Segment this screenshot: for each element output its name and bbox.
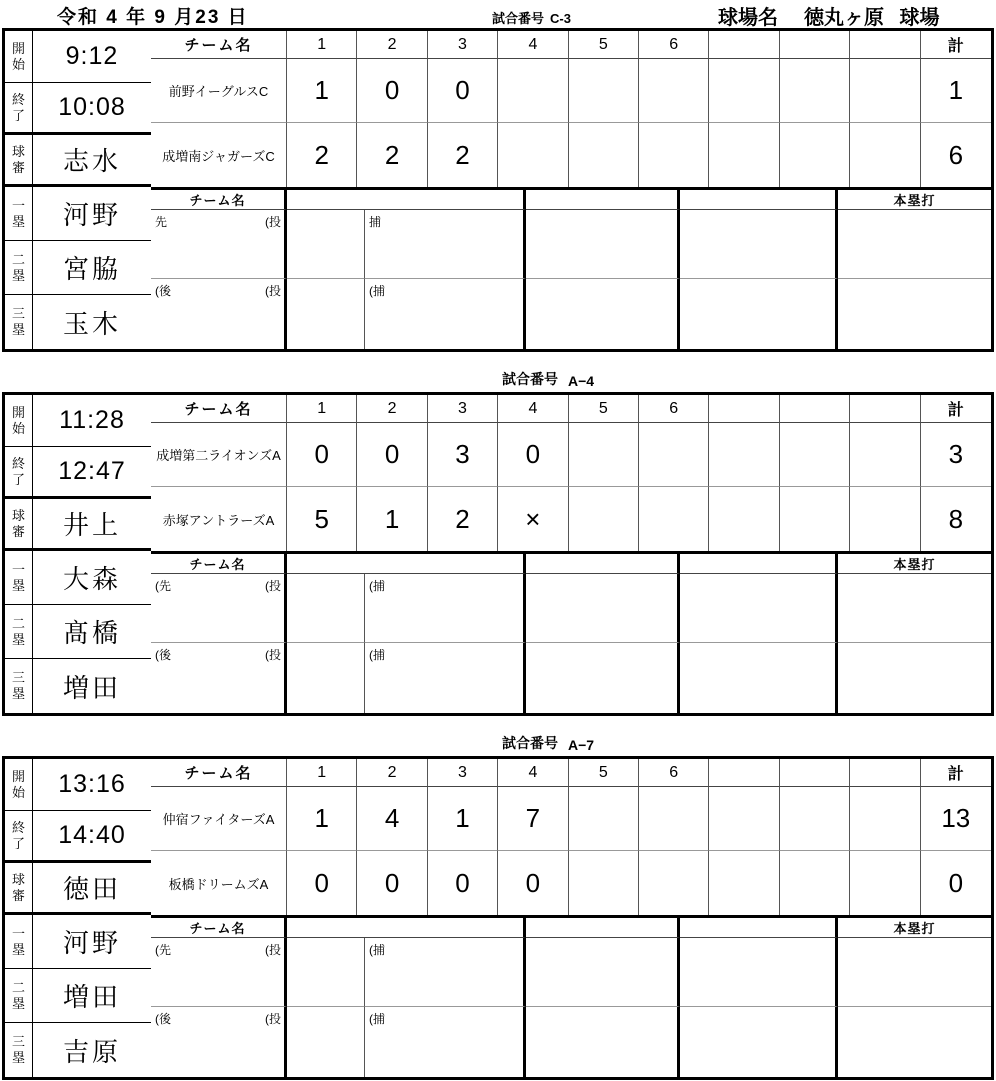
catcher-cell bbox=[365, 210, 526, 279]
score-section bbox=[151, 31, 991, 349]
start-time: 13:16 bbox=[58, 770, 126, 798]
start-label: 開始 bbox=[5, 31, 33, 82]
relief-pitcher-cell bbox=[151, 1007, 287, 1077]
catcher-label: 捕 bbox=[369, 215, 382, 229]
inning-score bbox=[850, 487, 920, 551]
inning-header: 6 bbox=[639, 31, 709, 59]
home-run-cell bbox=[838, 279, 991, 349]
inning-score bbox=[639, 787, 709, 851]
home-run-cell bbox=[838, 1007, 991, 1077]
inning-score: 3 bbox=[428, 423, 498, 487]
inning-score bbox=[780, 787, 850, 851]
relief-label: (後 bbox=[155, 284, 171, 298]
plate-umpire-row bbox=[5, 135, 151, 187]
score-grid bbox=[151, 395, 991, 551]
empty-header-cell bbox=[680, 554, 838, 574]
start-label: 開始 bbox=[5, 759, 33, 810]
game-number: A−7 bbox=[568, 737, 595, 753]
first-base-label: 一塁 bbox=[5, 187, 33, 240]
plate-umpire-name: 井上 bbox=[62, 510, 121, 540]
end-time: 14:40 bbox=[58, 821, 126, 849]
pitcher-pos-label: (投 bbox=[265, 579, 281, 593]
inning-score bbox=[709, 851, 779, 915]
battery-homerun-grid bbox=[151, 187, 991, 349]
catcher-label: (捕 bbox=[369, 943, 385, 957]
third-base-label: 三塁 bbox=[5, 295, 33, 349]
inning-score bbox=[709, 787, 779, 851]
empty-cell bbox=[526, 210, 680, 279]
pitcher-pos-label: (投 bbox=[265, 648, 281, 662]
inning-score: 0 bbox=[357, 59, 427, 123]
inning-score bbox=[639, 487, 709, 551]
first-base-umpire: 河野 bbox=[62, 200, 121, 230]
game-number-label: 試合番号 bbox=[492, 11, 545, 26]
third-base-umpire: 玉木 bbox=[62, 308, 121, 339]
inning-score: 0 bbox=[357, 851, 427, 915]
inning-score: 0 bbox=[357, 423, 427, 487]
catcher-label: (捕 bbox=[369, 284, 385, 298]
end-label: 終了 bbox=[5, 811, 33, 860]
team-name: 成増第二ライオンズA bbox=[151, 423, 287, 487]
inning-score bbox=[569, 423, 639, 487]
inning-header bbox=[709, 759, 779, 787]
inning-score bbox=[498, 123, 568, 187]
team-name-header: チーム名 bbox=[151, 190, 287, 210]
team-name-header: チーム名 bbox=[151, 554, 287, 574]
catcher-cell bbox=[365, 938, 526, 1007]
empty-header-cell bbox=[287, 190, 526, 210]
empty-cell bbox=[287, 643, 365, 713]
stadium-name: 徳丸ヶ原 球場 bbox=[804, 7, 940, 29]
third-base-umpire: 吉原 bbox=[62, 1036, 121, 1067]
team-name-header: チーム名 bbox=[151, 759, 287, 787]
end-row bbox=[5, 83, 151, 135]
game-table-2 bbox=[2, 392, 994, 716]
inning-header bbox=[850, 395, 920, 423]
score-section bbox=[151, 759, 991, 1077]
inning-header bbox=[709, 31, 779, 59]
inning-score bbox=[569, 123, 639, 187]
first-base-label: 一塁 bbox=[5, 551, 33, 604]
team-name: 成増南ジャガーズC bbox=[151, 123, 287, 187]
inning-score bbox=[639, 423, 709, 487]
inning-header: 1 bbox=[287, 759, 357, 787]
plate-umpire-label: 球審 bbox=[5, 499, 33, 548]
inning-header: 3 bbox=[428, 759, 498, 787]
relief-pitcher-cell bbox=[151, 643, 287, 713]
game3-number-caption bbox=[2, 716, 994, 756]
inning-score bbox=[569, 487, 639, 551]
empty-cell bbox=[526, 643, 680, 713]
inning-score: 5 bbox=[287, 487, 357, 551]
starter-pitcher-cell bbox=[151, 210, 287, 279]
game-table-3 bbox=[2, 756, 994, 1080]
starter-pitcher-cell bbox=[151, 938, 287, 1007]
first-base-umpire: 大森 bbox=[62, 564, 121, 594]
catcher-label: (捕 bbox=[369, 579, 385, 593]
officials-section bbox=[5, 395, 151, 713]
home-run-header: 本塁打 bbox=[838, 190, 991, 210]
total-score: 8 bbox=[948, 503, 964, 534]
start-time: 9:12 bbox=[65, 42, 119, 70]
second-base-label: 二塁 bbox=[5, 969, 33, 1022]
end-row bbox=[5, 811, 151, 863]
inning-score: 2 bbox=[428, 487, 498, 551]
empty-cell bbox=[287, 574, 365, 643]
total-header: 計 bbox=[921, 395, 991, 423]
empty-header-cell bbox=[526, 190, 680, 210]
home-run-cell bbox=[838, 643, 991, 713]
total-score: 13 bbox=[921, 787, 991, 851]
catcher-cell bbox=[365, 643, 526, 713]
second-base-row bbox=[5, 969, 151, 1023]
inning-score: 1 bbox=[287, 59, 357, 123]
team-name-header: チーム名 bbox=[151, 395, 287, 423]
empty-cell bbox=[680, 279, 838, 349]
inning-score bbox=[569, 59, 639, 123]
inning-score bbox=[850, 123, 920, 187]
inning-header bbox=[709, 395, 779, 423]
total-score: 0 bbox=[948, 867, 964, 898]
total-score: 6 bbox=[948, 139, 964, 170]
empty-cell bbox=[526, 1007, 680, 1077]
inning-header: 1 bbox=[287, 395, 357, 423]
game2-number-caption bbox=[2, 352, 994, 392]
inning-score bbox=[709, 123, 779, 187]
officials-section bbox=[5, 759, 151, 1077]
first-base-row bbox=[5, 187, 151, 241]
inning-score: 0 bbox=[428, 851, 498, 915]
second-base-label: 二塁 bbox=[5, 605, 33, 658]
third-base-label: 三塁 bbox=[5, 659, 33, 713]
inning-score: 7 bbox=[498, 787, 568, 851]
inning-score: 0 bbox=[498, 423, 568, 487]
inning-header: 5 bbox=[569, 395, 639, 423]
inning-score bbox=[639, 851, 709, 915]
end-label: 終了 bbox=[5, 447, 33, 496]
starter-label: 先 bbox=[155, 215, 168, 229]
stadium-header bbox=[718, 1, 940, 30]
pitcher-pos-label: (投 bbox=[265, 215, 281, 229]
home-run-header: 本塁打 bbox=[838, 918, 991, 938]
catcher-cell bbox=[365, 279, 526, 349]
inning-header: 3 bbox=[428, 31, 498, 59]
third-base-row bbox=[5, 295, 151, 349]
empty-header-cell bbox=[526, 554, 680, 574]
score-section bbox=[151, 395, 991, 713]
inning-header bbox=[780, 395, 850, 423]
team-name: 板橋ドリームズA bbox=[151, 851, 287, 915]
inning-header: 4 bbox=[498, 395, 568, 423]
inning-score: 1 bbox=[287, 787, 357, 851]
second-base-row bbox=[5, 241, 151, 295]
inning-score bbox=[498, 59, 568, 123]
home-run-cell bbox=[838, 210, 991, 279]
second-base-umpire: 髙橋 bbox=[62, 618, 121, 648]
inning-score: × bbox=[498, 487, 568, 551]
starter-pitcher-cell bbox=[151, 574, 287, 643]
second-base-row bbox=[5, 605, 151, 659]
first-base-row bbox=[5, 915, 151, 969]
team-name-header: チーム名 bbox=[151, 31, 287, 59]
inning-header: 1 bbox=[287, 31, 357, 59]
plate-umpire-name: 志水 bbox=[62, 146, 121, 176]
inning-score bbox=[850, 851, 920, 915]
plate-umpire-row bbox=[5, 499, 151, 551]
inning-header bbox=[850, 31, 920, 59]
plate-umpire-row bbox=[5, 863, 151, 915]
inning-score bbox=[850, 59, 920, 123]
inning-score: 2 bbox=[357, 123, 427, 187]
inning-score bbox=[780, 487, 850, 551]
battery-homerun-grid bbox=[151, 915, 991, 1077]
starter-label: (先 bbox=[155, 943, 171, 957]
inning-score bbox=[780, 423, 850, 487]
first-base-umpire: 河野 bbox=[62, 928, 121, 958]
inning-header: 5 bbox=[569, 31, 639, 59]
end-time: 10:08 bbox=[58, 93, 126, 121]
team-name: 仲宿ファイターズA bbox=[151, 787, 287, 851]
total-header: 計 bbox=[921, 759, 991, 787]
start-time: 11:28 bbox=[59, 406, 125, 434]
total-score: 3 bbox=[921, 423, 991, 487]
inning-header bbox=[780, 31, 850, 59]
empty-header-cell bbox=[680, 918, 838, 938]
catcher-cell bbox=[365, 574, 526, 643]
inning-header: 5 bbox=[569, 759, 639, 787]
plate-umpire-label: 球審 bbox=[5, 135, 33, 184]
officials-section bbox=[5, 31, 151, 349]
team-name-header: チーム名 bbox=[151, 918, 287, 938]
catcher-label: (捕 bbox=[369, 648, 385, 662]
score-grid bbox=[151, 759, 991, 915]
pitcher-pos-label: (投 bbox=[265, 1012, 281, 1026]
empty-cell bbox=[526, 938, 680, 1007]
inning-score: 0 bbox=[287, 423, 357, 487]
inning-score bbox=[709, 487, 779, 551]
home-run-cell bbox=[838, 574, 991, 643]
score-grid bbox=[151, 31, 991, 187]
inning-header bbox=[780, 759, 850, 787]
empty-header-cell bbox=[526, 918, 680, 938]
inning-score: 4 bbox=[357, 787, 427, 851]
catcher-cell bbox=[365, 1007, 526, 1077]
inning-header: 4 bbox=[498, 759, 568, 787]
inning-score: 2 bbox=[287, 123, 357, 187]
empty-cell bbox=[680, 938, 838, 1007]
inning-score bbox=[639, 123, 709, 187]
third-base-row bbox=[5, 1023, 151, 1077]
empty-header-cell bbox=[680, 190, 838, 210]
relief-label: (後 bbox=[155, 648, 171, 662]
inning-score bbox=[709, 423, 779, 487]
third-base-label: 三塁 bbox=[5, 1023, 33, 1077]
game-table-1 bbox=[2, 28, 994, 352]
inning-score bbox=[639, 59, 709, 123]
end-row bbox=[5, 447, 151, 499]
empty-cell bbox=[680, 574, 838, 643]
inning-score: 1 bbox=[357, 487, 427, 551]
plate-umpire-name: 徳田 bbox=[62, 874, 121, 904]
empty-header-cell bbox=[287, 554, 526, 574]
game-number-label: 試合番号 bbox=[502, 371, 558, 387]
second-base-label: 二塁 bbox=[5, 241, 33, 294]
inning-score bbox=[709, 59, 779, 123]
start-row bbox=[5, 395, 151, 447]
inning-header: 2 bbox=[357, 759, 427, 787]
second-base-umpire: 増田 bbox=[62, 982, 121, 1012]
page-header bbox=[2, 0, 994, 28]
total-score: 1 bbox=[921, 59, 991, 123]
inning-header: 2 bbox=[357, 31, 427, 59]
empty-header-cell bbox=[287, 918, 526, 938]
total-header: 計 bbox=[921, 31, 991, 59]
battery-homerun-grid bbox=[151, 551, 991, 713]
inning-score bbox=[569, 851, 639, 915]
team-name: 赤塚アントラーズA bbox=[151, 487, 287, 551]
team-name: 前野イーグルスC bbox=[151, 59, 287, 123]
third-base-umpire: 増田 bbox=[62, 672, 121, 703]
inning-score bbox=[569, 787, 639, 851]
game1-number-caption bbox=[492, 8, 571, 27]
relief-pitcher-cell bbox=[151, 279, 287, 349]
inning-score: 0 bbox=[498, 851, 568, 915]
inning-score: 1 bbox=[428, 787, 498, 851]
empty-cell bbox=[287, 1007, 365, 1077]
inning-score bbox=[850, 423, 920, 487]
empty-cell bbox=[287, 279, 365, 349]
pitcher-pos-label: (投 bbox=[265, 943, 281, 957]
game-number-label: 試合番号 bbox=[502, 735, 558, 751]
first-base-row bbox=[5, 551, 151, 605]
inning-header: 6 bbox=[639, 395, 709, 423]
pitcher-pos-label: (投 bbox=[265, 284, 281, 298]
empty-cell bbox=[680, 1007, 838, 1077]
inning-header: 6 bbox=[639, 759, 709, 787]
end-label: 終了 bbox=[5, 83, 33, 132]
inning-score: 0 bbox=[428, 59, 498, 123]
third-base-row bbox=[5, 659, 151, 713]
catcher-label: (捕 bbox=[369, 1012, 385, 1026]
game-number: A−4 bbox=[568, 373, 595, 389]
relief-label: (後 bbox=[155, 1012, 171, 1026]
inning-header: 4 bbox=[498, 31, 568, 59]
start-row bbox=[5, 31, 151, 83]
inning-score: 2 bbox=[428, 123, 498, 187]
empty-cell bbox=[680, 210, 838, 279]
empty-cell bbox=[287, 938, 365, 1007]
empty-cell bbox=[680, 643, 838, 713]
starter-label: (先 bbox=[155, 579, 171, 593]
stadium-label: 球場名 bbox=[718, 7, 778, 29]
inning-score bbox=[780, 59, 850, 123]
inning-header: 3 bbox=[428, 395, 498, 423]
first-base-label: 一塁 bbox=[5, 915, 33, 968]
inning-score: 0 bbox=[287, 851, 357, 915]
end-time: 12:47 bbox=[58, 457, 126, 485]
inning-header: 2 bbox=[357, 395, 427, 423]
inning-score bbox=[850, 787, 920, 851]
home-run-cell bbox=[838, 938, 991, 1007]
start-row bbox=[5, 759, 151, 811]
home-run-header: 本塁打 bbox=[838, 554, 991, 574]
start-label: 開始 bbox=[5, 395, 33, 446]
inning-header bbox=[850, 759, 920, 787]
date-text: 令和 4 年 9 月23 日 bbox=[57, 7, 249, 28]
game-number: C-3 bbox=[550, 11, 571, 26]
empty-cell bbox=[526, 574, 680, 643]
second-base-umpire: 宮脇 bbox=[62, 254, 121, 284]
plate-umpire-label: 球審 bbox=[5, 863, 33, 912]
empty-cell bbox=[526, 279, 680, 349]
empty-cell bbox=[287, 210, 365, 279]
inning-score bbox=[780, 851, 850, 915]
inning-score bbox=[780, 123, 850, 187]
